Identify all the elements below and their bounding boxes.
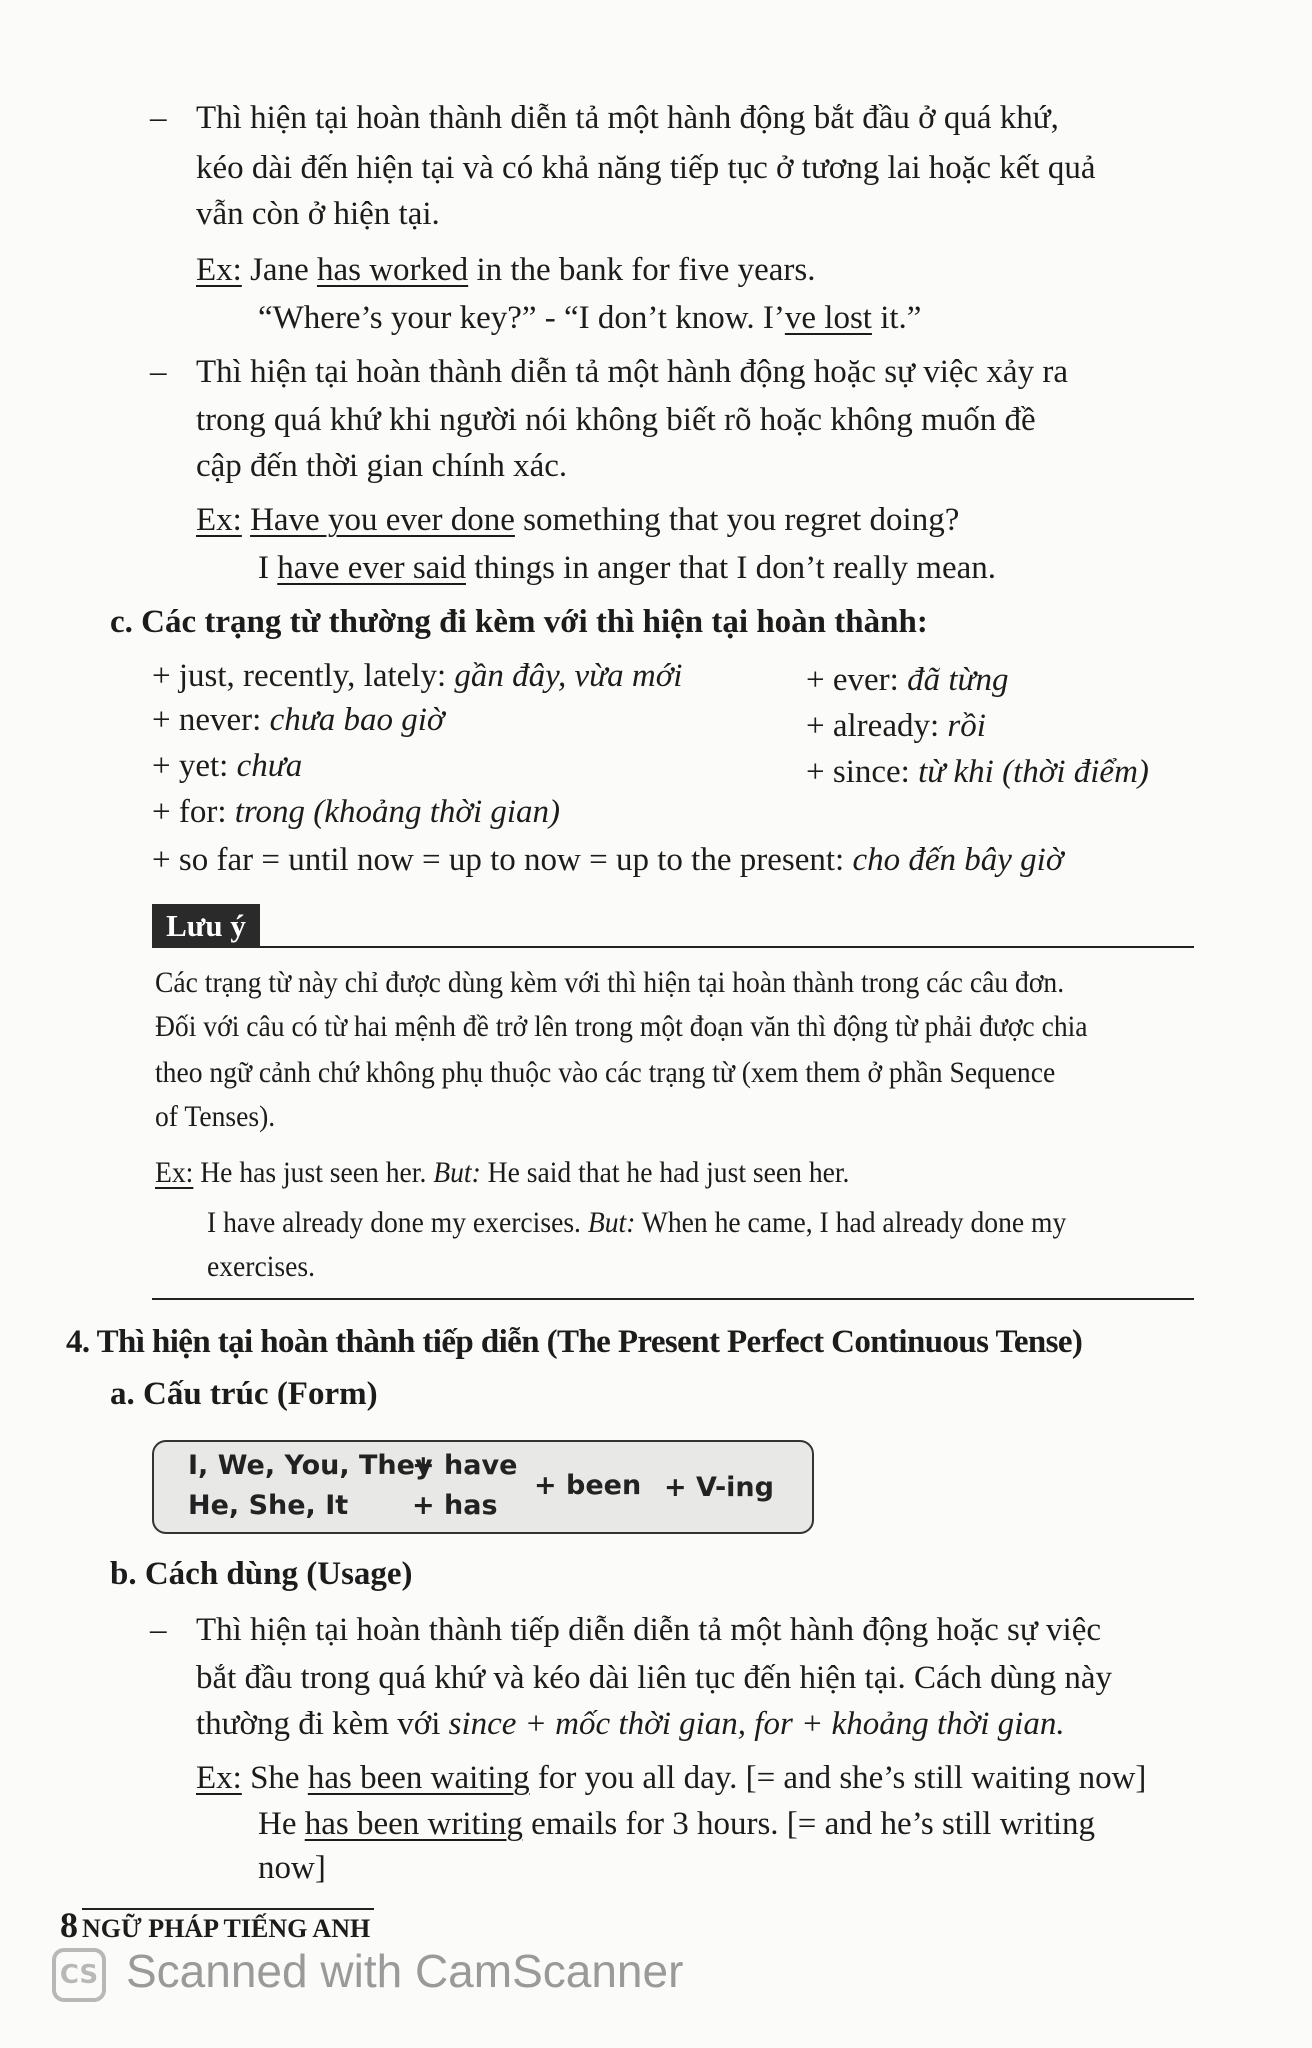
adverb-item: + never: chưa bao giờ — [152, 702, 445, 738]
form-aux-have: + have — [412, 1450, 518, 1481]
form-formula-box — [152, 1440, 814, 1534]
note-label: Lưu ý — [152, 904, 260, 948]
verb-underlined: has worked — [316, 252, 469, 288]
note-top-rule — [260, 946, 1194, 948]
form-ving: + V-ing — [664, 1472, 774, 1503]
example-4-sentence-2-cont: now] — [258, 1850, 326, 1886]
form-been: + been — [534, 1470, 642, 1501]
usage-2-line-3: cập đến thời gian chính xác. — [196, 448, 568, 484]
usage-4-line-3: thường đi kèm với since + mốc thời gian, for + khoảng thời gian. — [196, 1706, 1065, 1742]
ex-label: Ex: — [196, 502, 242, 538]
usage-1-line-2: kéo dài đến hiện tại và có khả năng tiếp tục ở tương lai hoặc kết quả — [196, 150, 1096, 186]
verb-underlined: ve lost — [784, 300, 872, 336]
page-number: 8 — [60, 1905, 78, 1945]
example-2-sentence-1: Ex: Have you ever done something that you regret doing? — [196, 502, 960, 538]
note-line-4: of Tenses). — [155, 1100, 276, 1133]
adverb-item: + yet: chưa — [152, 748, 303, 784]
note-line-2: Đối với câu có từ hai mệnh đề trở lên trong một đoạn văn thì động từ phải được chia — [155, 1010, 1088, 1043]
footer-rule — [82, 1908, 374, 1910]
book-title: NGỮ PHÁP TIẾNG ANH — [82, 1914, 371, 1943]
ex-label: Ex: — [196, 252, 242, 288]
bullet-dash: – — [150, 1612, 167, 1648]
adverb-item: + so far = until now = up to now = up to the present: cho đến bây giờ — [152, 842, 1064, 878]
verb-underlined: have ever said — [277, 550, 466, 586]
adverb-item: + for: trong (khoảng thời gian) — [152, 794, 561, 830]
example-4-sentence-2: He has been writing emails for 3 hours. [= and he’s still writing — [258, 1806, 1096, 1842]
note-line-1: Các trạng từ này chỉ được dùng kèm với thì hiện tại hoàn thành trong các câu đơn. — [155, 966, 1065, 999]
usage-1-line-1: Thì hiện tại hoàn thành diễn tả một hành động bắt đầu ở quá khứ, — [196, 100, 1059, 136]
scanner-watermark: Scanned with CamScanner — [126, 1945, 684, 1997]
adverb-item: + since: từ khi (thời điểm) — [806, 754, 1149, 790]
example-2-sentence-2: I have ever said things in anger that I don’t really mean. — [258, 550, 996, 586]
form-subject-singular: He, She, It — [188, 1490, 349, 1521]
bullet-dash: – — [150, 100, 167, 136]
camscanner-logo-icon: CS — [52, 1948, 106, 2002]
usage-4-line-2: bắt đầu trong quá khứ và kéo dài liên tục đến hiện tại. Cách dùng này — [196, 1660, 1112, 1696]
usage-2-line-2: trong quá khứ khi người nói không biết rõ hoặc không muốn đề — [196, 402, 1036, 438]
ex-label: Ex: — [155, 1156, 194, 1189]
note-example-2-cont: exercises. — [207, 1250, 316, 1283]
section-a-heading: a. Cấu trúc (Form) — [110, 1376, 378, 1412]
section-b-heading: b. Cách dùng (Usage) — [110, 1556, 413, 1592]
form-aux-has: + has — [412, 1490, 498, 1521]
form-subject-plural: I, We, You, They — [188, 1450, 433, 1481]
usage-4-line-1: Thì hiện tại hoàn thành tiếp diễn diễn tả một hành động hoặc sự việc — [196, 1612, 1101, 1648]
section-4-heading: 4. Thì hiện tại hoàn thành tiếp diễn (The Present Perfect Continuous Tense) — [66, 1324, 1083, 1360]
note-example-2: I have already done my exercises. But: When he came, I had already done my — [207, 1206, 1067, 1239]
usage-2-line-1: Thì hiện tại hoàn thành diễn tả một hành động hoặc sự việc xảy ra — [196, 354, 1068, 390]
adverb-item: + already: rồi — [806, 708, 986, 744]
note-bottom-rule — [152, 1298, 1194, 1300]
usage-1-line-3: vẫn còn ở hiện tại. — [196, 196, 440, 232]
example-4-sentence-1: Ex: She has been waiting for you all day. [= and she’s still waiting now] — [196, 1760, 1147, 1796]
verb-underlined: has been waiting — [307, 1760, 530, 1796]
ex-label: Ex: — [196, 1760, 242, 1796]
verb-underlined: Have you ever done — [250, 502, 515, 538]
example-1-sentence-2: “Where’s your key?” - “I don’t know. I’ve lost it.” — [258, 300, 922, 336]
section-c-heading: c. Các trạng từ thường đi kèm với thì hiện tại hoàn thành: — [110, 604, 928, 640]
example-1-sentence-1: Ex: Jane has worked in the bank for five years. — [196, 252, 816, 288]
verb-underlined: has been writing — [304, 1806, 523, 1842]
note-example-1: Ex: He has just seen her. But: He said that he had just seen her. — [155, 1156, 850, 1189]
adverb-item: + ever: đã từng — [806, 662, 1009, 698]
note-line-3: theo ngữ cảnh chứ không phụ thuộc vào các trạng từ (xem them ở phần Sequence — [155, 1056, 1056, 1089]
adverb-item: + just, recently, lately: gần đây, vừa mới — [152, 658, 683, 694]
bullet-dash: – — [150, 354, 167, 390]
